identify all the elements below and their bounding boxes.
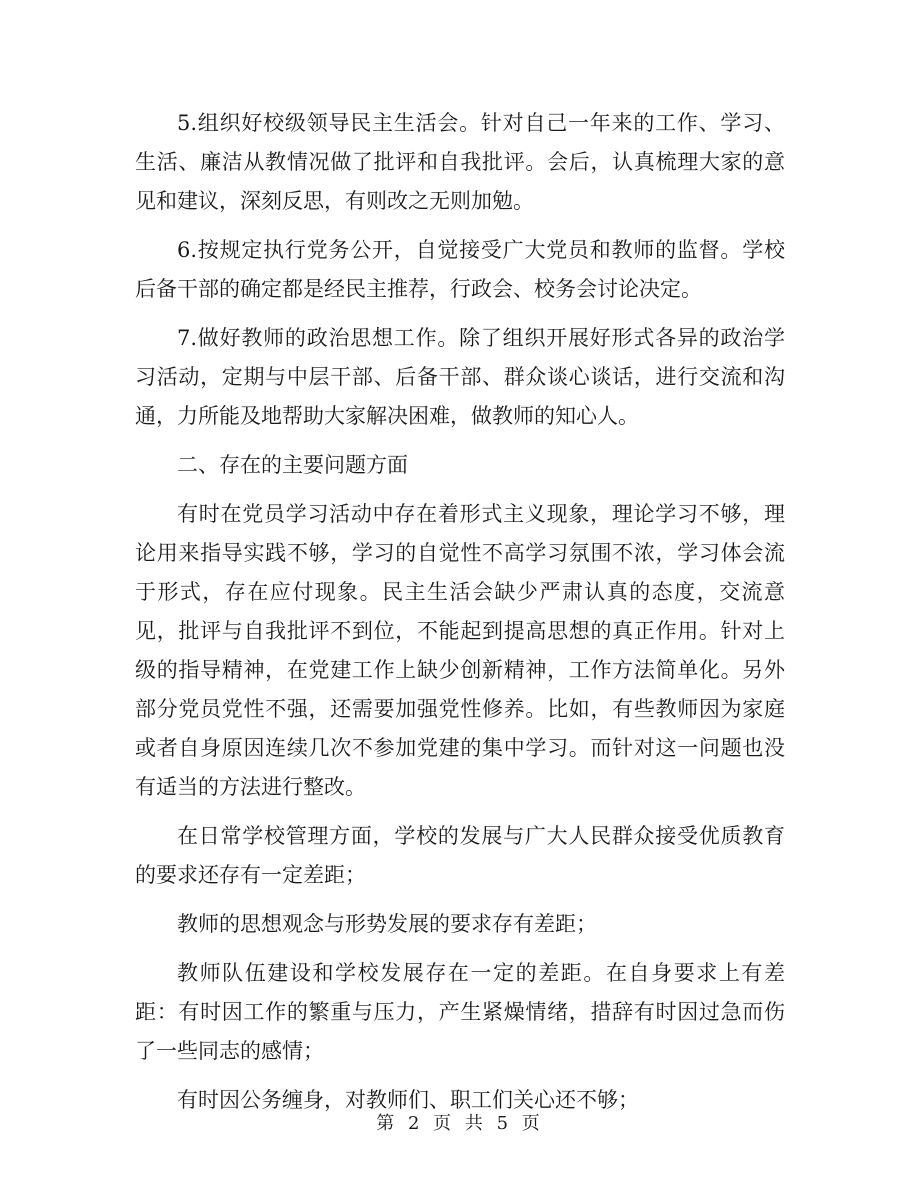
section-heading: 二、存在的主要问题方面: [177, 453, 408, 477]
paragraph-issues-team: 教师队伍建设和学校发展存在一定的差距。在自身要求上有差距：有时因工作的繁重与压力，产生紧燥情绪，措辞有时因过急而伤了一些同志的感情；: [135, 961, 785, 1063]
page-footer: 第 2 页 共 5 页: [376, 1113, 544, 1134]
paragraph-item-7: 7.做好教师的政治思想工作。除了组织开展好形式各异的政治学习活动，定期与中层干部、后备干部、群众谈心谈话，进行交流和沟通，力所能及地帮助大家解决困难，做教师的知心人。: [135, 326, 785, 428]
paragraph-item-6: 6.按规定执行党务公开，自觉接受广大党员和教师的监督。学校后备干部的确定都是经民主推荐，行政会、校务会讨论决定。: [135, 238, 785, 301]
paragraph-issues-party: 有时在党员学习活动中存在着形式主义现象，理论学习不够，理论用来指导实践不够，学习的自觉性不高学习氛围不浓，学习体会流于形式，存在应付现象。民主生活会缺少严肃认真的态度，交流意见，批评与自我批评不到位，不能起到提高思想的真正作用。针对上级的指导精神，在党建工作上缺少创新精神，工作方法简单化。另外部分党员党性不强，还需要加强党性修养。比如，有些教师因为家庭或者自身原因连续几次不参加党建的集中学习。而针对这一问题也没有适当的方法进行整改。: [135, 502, 785, 799]
document-body: [135, 104, 785, 1130]
paragraph-issues-teachers: 教师的思想观念与形势发展的要求存有差距；: [177, 912, 597, 936]
paragraph-item-5: 5.组织好校级领导民主生活会。针对自己一年来的工作、学习、生活、廉洁从教情况做了批评和自我批评。会后，认真梳理大家的意见和建议，深刻反思，有则改之无则加勉。: [135, 111, 785, 213]
paragraph-issues-care: 有时因公务缠身，对教师们、职工们关心还不够；: [177, 1088, 639, 1112]
paragraph-issues-management: 在日常学校管理方面，学校的发展与广大人民群众接受优质教育的要求还存有一定差距；: [135, 824, 785, 887]
